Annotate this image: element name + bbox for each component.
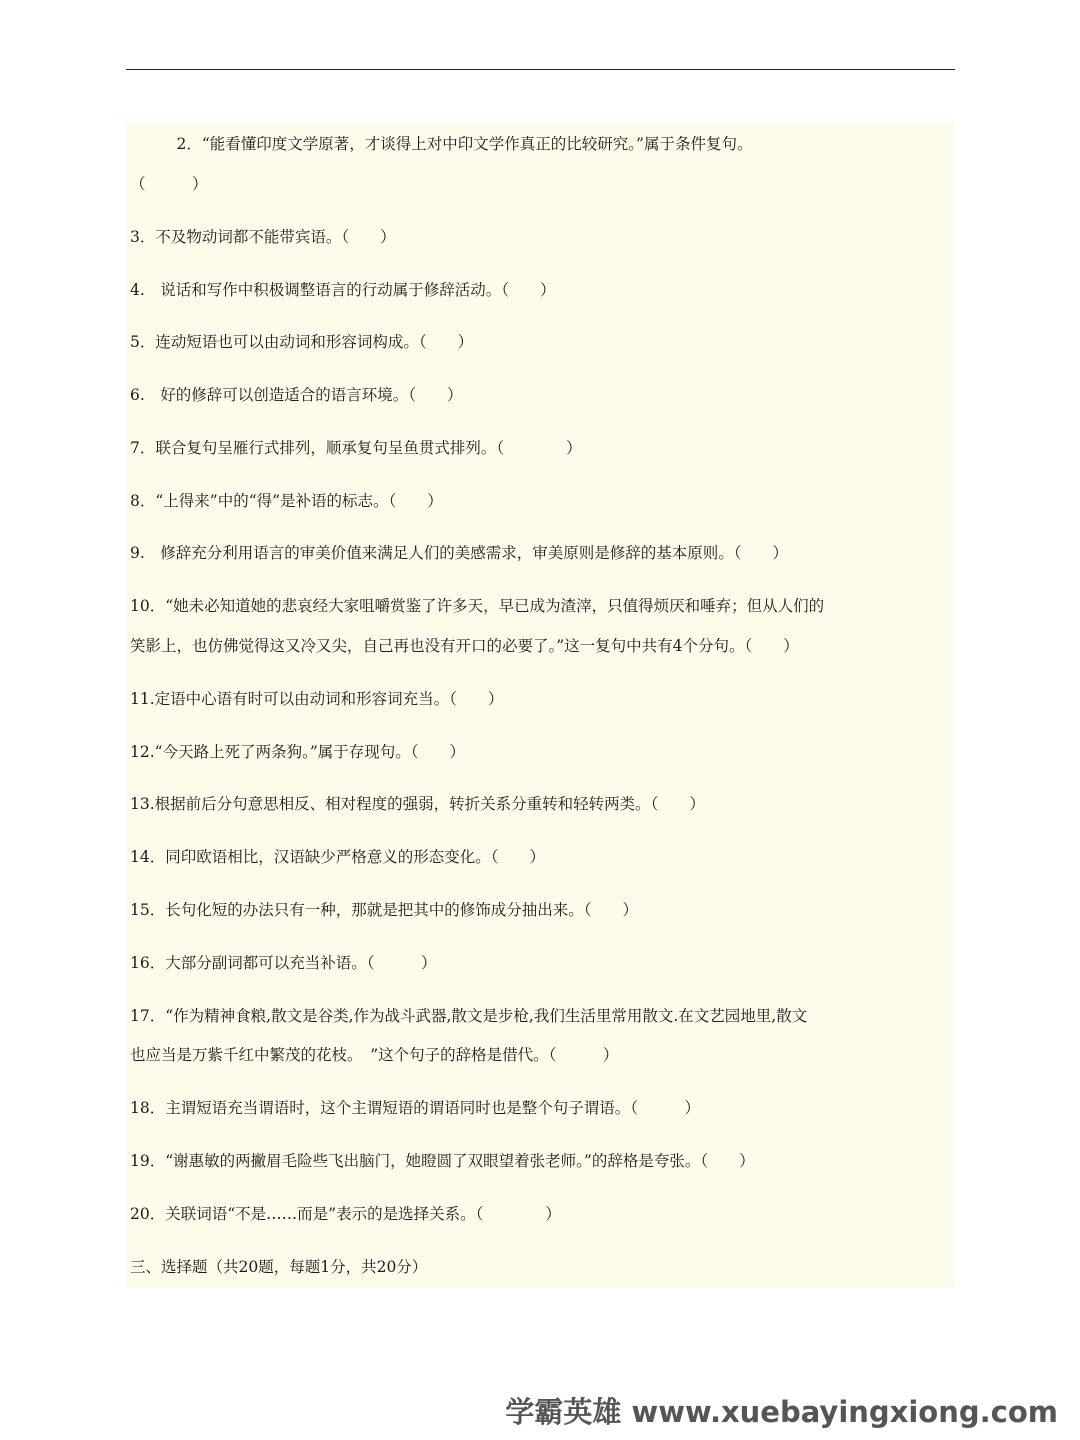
header-rule — [126, 69, 955, 70]
question-line: 19．“谢惠敏的两撇眉毛险些飞出脑门，她瞪圆了双眼望着张老师。”的辞格是夸张。（ ） — [130, 1152, 755, 1170]
question-line: （ ） — [130, 175, 208, 193]
question-line: 15．长句化短的办法只有一种，那就是把其中的修饰成分抽出来。（ ） — [130, 901, 638, 919]
question-line: 18．主谓短语充当谓语时，这个主谓短语的谓语同时也是整个句子谓语。（ ） — [130, 1099, 700, 1117]
question-line: 9. 修辞充分利用语言的审美价值来满足人们的美感需求，审美原则是修辞的基本原则。（ ） — [130, 544, 789, 562]
question-line: 7．联合复句呈雁行式排列，顺承复句呈鱼贯式排列。（ ） — [130, 439, 582, 457]
question-line: 8．“上得来”中的“得”是补语的标志。（ ） — [130, 492, 443, 510]
question-line: 4. 说话和写作中积极调整语言的行动属于修辞活动。（ ） — [130, 281, 556, 299]
question-line: 2．“能看懂印度文学原著，才谈得上对中印文学作真正的比较研究。”属于条件复句。 — [130, 135, 753, 153]
question-line: 14．同印欧语相比，汉语缺少严格意义的形态变化。（ ） — [130, 848, 545, 866]
question-line: 13.根据前后分句意思相反、相对程度的强弱，转折关系分重转和轻转两类。（ ） — [130, 795, 705, 813]
watermark-text: 学霸英雄 www.xuebayingxiong.com — [505, 1395, 1058, 1429]
question-line: 16．大部分副词都可以充当补语。（ ） — [130, 954, 437, 972]
question-line: 3．不及物动词都不能带宾语。（ ） — [130, 228, 396, 246]
question-line: 12.“今天路上死了两条狗。”属于存现句。（ ） — [130, 743, 465, 761]
question-line: 也应当是万紫千红中繁茂的花枝。 ”这个句子的辞格是借代。（ ） — [130, 1046, 619, 1064]
question-line: 17．“作为精神食粮,散文是谷类,作为战斗武器,散文是步枪,我们生活里常用散文.在文艺园地里,散文 — [130, 1007, 808, 1025]
question-line: 11.定语中心语有时可以由动词和形容词充当。（ ） — [130, 690, 504, 708]
question-line: 10．“她未必知道她的悲哀经大家咀嚼赏鉴了许多天，早已成为渣滓，只值得烦厌和唾弃；但从人们的 — [130, 597, 825, 615]
question-line: 6. 好的修辞可以创造适合的语言环境。（ ） — [130, 386, 463, 404]
question-line: 20．关联词语“不是……而是”表示的是选择关系。（ ） — [130, 1205, 561, 1223]
question-block — [126, 123, 955, 1287]
section-heading: 三、选择题（共20题，每题1分，共20分） — [130, 1258, 428, 1276]
question-line: 5．连动短语也可以由动词和形容词构成。（ ） — [130, 333, 474, 351]
question-line: 笑影上，也仿佛觉得这又冷又尖，自己再也没有开口的必要了。”这一复句中共有4个分句。（ ） — [130, 637, 799, 655]
